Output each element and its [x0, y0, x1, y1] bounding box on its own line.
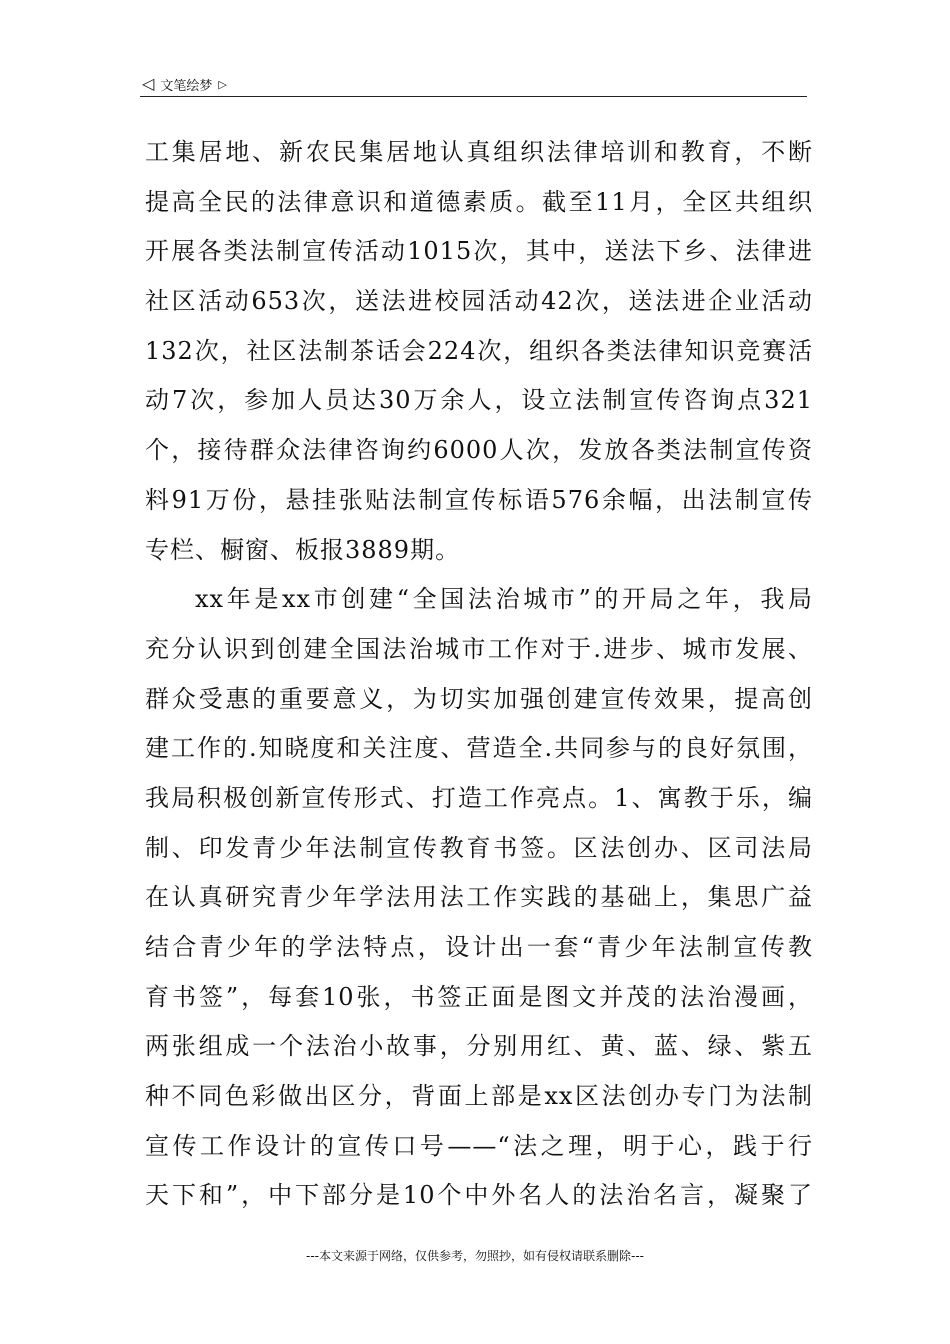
- text-line: 工集居地、新农民集居地认真组织法律培训和教育，不断: [145, 138, 813, 166]
- body-text: [145, 128, 813, 1221]
- text-line: 动7次，参加人员达30万余人，设立法制宣传咨询点321: [145, 386, 813, 415]
- text-line: 充分认识到创建全国法治城市工作对于.进步、城市发展、: [145, 634, 813, 663]
- text-line: 提高全民的法律意识和道德素质。截至11月，全区共组织: [145, 187, 813, 216]
- page-header: [142, 72, 227, 96]
- text-line: 宣传工作设计的宣传口号——“法之理，明于心，践于行: [145, 1131, 813, 1160]
- header-title: 文笔绘梦: [160, 78, 213, 94]
- text-line: 专栏、橱窗、板报3889期。: [145, 535, 461, 564]
- text-line: 132次，社区法制茶话会224次，组织各类法律知识竞赛活: [145, 336, 813, 365]
- text-line: 社区活动653次，送法进校园活动42次，送法进企业活动: [145, 287, 813, 316]
- text-line: xx年是xx市创建“全国法治城市”的开局之年，我局: [195, 585, 813, 614]
- left-triangle-icon: ◁: [142, 74, 155, 93]
- text-line: 天下和”，中下部分是10个中外名人的法治名言，凝聚了: [145, 1181, 813, 1210]
- text-line: 我局积极创新宣传形式、打造工作亮点。1、寓教于乐，编: [145, 783, 813, 812]
- text-line: 个，接待群众法律咨询约6000人次，发放各类法制宣传资: [145, 436, 813, 465]
- text-line: 结合青少年的学法特点，设计出一套“青少年法制宣传教: [145, 933, 813, 961]
- text-line: 料91万份，悬挂张贴法制宣传标语576余幅，出法制宣传: [145, 485, 813, 514]
- text-line: 制、印发青少年法制宣传教育书签。区法创办、区司法局: [145, 833, 813, 862]
- text-line: 建工作的.知晓度和关注度、营造全.共同参与的良好氛围，: [145, 734, 813, 763]
- text-line: 两张组成一个法治小故事，分别用红、黄、蓝、绿、紫五: [145, 1032, 813, 1061]
- text-line: 开展各类法制宣传活动1015次，其中，送法下乡、法律进: [145, 237, 813, 266]
- right-triangle-icon: ▷: [218, 77, 227, 91]
- header-divider: [140, 96, 807, 97]
- text-line: 育书签”，每套10张，书签正面是图文并茂的法治漫画，: [145, 982, 813, 1011]
- text-line: 群众受惠的重要意义，为切实加强创建宣传效果，提高创: [145, 684, 813, 713]
- page-footer-disclaimer: ---本文来源于网络，仅供参考，勿照抄，如有侵权请联系删除---: [306, 1249, 644, 1263]
- text-line: 在认真研究青少年学法用法工作实践的基础上，集思广益: [145, 883, 813, 912]
- text-line: 种不同色彩做出区分，背面上部是xx区法创办专门为法制: [145, 1082, 813, 1111]
